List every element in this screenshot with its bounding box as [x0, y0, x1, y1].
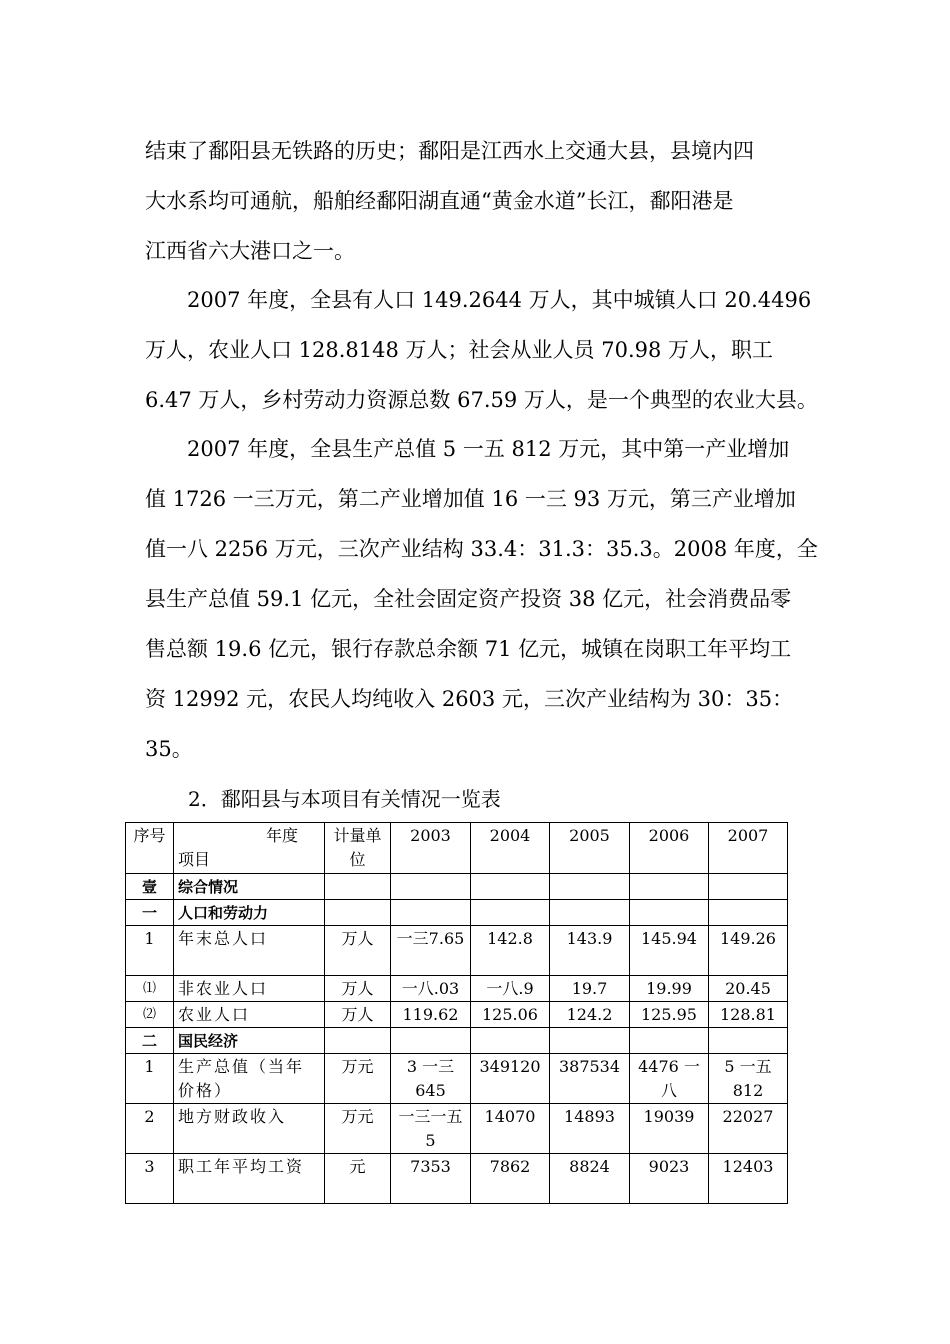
cell-unit: [325, 874, 391, 900]
cell-value: 一三一五 5: [391, 1104, 471, 1154]
cell-item: 农业人口: [174, 1002, 325, 1028]
cell-value: 124.2: [550, 1002, 630, 1028]
cell-value: 5 一五 812: [709, 1054, 788, 1104]
text-line: 值一八 2256 万元，三次产业结构 33.4：31.3：35.3。2008 年度，全: [145, 537, 818, 561]
cell-value: [630, 1028, 709, 1054]
cell-value: 3 一三 645: [391, 1054, 471, 1104]
cell-seq: 1: [126, 1054, 174, 1104]
table-caption: 2．鄱阳县与本项目有关情况一览表: [188, 787, 501, 811]
header-item: [174, 823, 325, 874]
cell-value: [471, 900, 550, 926]
cell-value: 14070: [471, 1104, 550, 1154]
cell-value: 一八.9: [471, 976, 550, 1002]
cell-unit: 万元: [325, 1104, 391, 1154]
cell-value: 19.99: [630, 976, 709, 1002]
header-year: 2007: [709, 823, 788, 874]
cell-value: [709, 874, 788, 900]
text-line: 县生产总值 59.1 亿元，全社会固定资产投资 38 亿元，社会消费品零: [145, 587, 792, 611]
cell-value: 128.81: [709, 1002, 788, 1028]
cell-value: 19039: [630, 1104, 709, 1154]
cell-value: 4476 一八: [630, 1054, 709, 1104]
table-section-row: [126, 900, 788, 926]
text-line: 万人，农业人口 128.8148 万人；社会从业人员 70.98 万人，职工: [145, 338, 774, 362]
cell-item: 综合情况: [174, 874, 325, 900]
cell-item: 国民经济: [174, 1028, 325, 1054]
cell-value: 125.95: [630, 1002, 709, 1028]
cell-value: 14893: [550, 1104, 630, 1154]
header-item-label: 项目: [178, 850, 211, 869]
cell-seq: ⑴: [126, 976, 174, 1002]
cell-unit: 万元: [325, 1054, 391, 1104]
cell-value: 12403: [709, 1154, 788, 1204]
header-year: 2004: [471, 823, 550, 874]
cell-value: 145.94: [630, 926, 709, 976]
table-row: [126, 926, 788, 976]
cell-seq: 二: [126, 1028, 174, 1054]
cell-item: 人口和劳动力: [174, 900, 325, 926]
text-line: 江西省六大港口之一。: [145, 239, 355, 263]
paragraph-transport: [145, 126, 810, 276]
table-row: [126, 1054, 788, 1104]
cell-item: 地方财政收入: [174, 1104, 325, 1154]
cell-value: [471, 874, 550, 900]
cell-value: 7353: [391, 1154, 471, 1204]
header-year-label: 年度: [265, 826, 298, 845]
cell-value: 119.62: [391, 1002, 471, 1028]
cell-item: 生产总值（当年价格）: [174, 1054, 325, 1104]
header-seq: 序号: [126, 823, 174, 874]
cell-value: 20.45: [709, 976, 788, 1002]
cell-unit: [325, 900, 391, 926]
cell-unit: 万人: [325, 976, 391, 1002]
paragraph-economy: [145, 424, 818, 774]
paragraph-population: [145, 275, 818, 425]
header-year: 2005: [550, 823, 630, 874]
table-section-row: [126, 874, 788, 900]
cell-value: 149.26: [709, 926, 788, 976]
table-row: [126, 976, 788, 1002]
cell-seq: 一: [126, 900, 174, 926]
text-line: 大水系均可通航，船舶经鄱阳湖直通“黄金水道”长江，鄱阳港是: [145, 189, 734, 213]
cell-value: [630, 874, 709, 900]
text-line: 结束了鄱阳县无铁路的历史；鄱阳是江西水上交通大县，县境内四: [145, 139, 754, 163]
header-year: 2003: [391, 823, 471, 874]
text-line: 2007 年度，全县有人口 149.2644 万人，其中城镇人口 20.4496: [145, 288, 812, 312]
cell-value: 22027: [709, 1104, 788, 1154]
cell-unit: 万人: [325, 926, 391, 976]
table-section-row: [126, 1028, 788, 1054]
cell-value: [391, 874, 471, 900]
text-line: 资 12992 元，农民人均纯收入 2603 元，三次产业结构为 30：35：: [145, 687, 794, 711]
cell-value: 9023: [630, 1154, 709, 1204]
cell-unit: 元: [325, 1154, 391, 1204]
cell-value: [550, 874, 630, 900]
cell-value: [391, 900, 471, 926]
county-statistics-table: [125, 822, 788, 1204]
table-row: [126, 1104, 788, 1154]
cell-value: [630, 900, 709, 926]
text-line: 6.47 万人，乡村劳动力资源总数 67.59 万人，是一个典型的农业大县。: [145, 388, 818, 412]
cell-unit: 万人: [325, 1002, 391, 1028]
cell-value: [391, 1028, 471, 1054]
cell-seq: 2: [126, 1104, 174, 1154]
cell-item: 非农业人口: [174, 976, 325, 1002]
cell-value: [709, 1028, 788, 1054]
text-line: 售总额 19.6 亿元，银行存款总余额 71 亿元，城镇在岗职工年平均工: [145, 637, 792, 661]
header-year: 2006: [630, 823, 709, 874]
cell-value: 143.9: [550, 926, 630, 976]
cell-value: 387534: [550, 1054, 630, 1104]
cell-seq: ⑵: [126, 1002, 174, 1028]
cell-seq: 壹: [126, 874, 174, 900]
cell-value: 125.06: [471, 1002, 550, 1028]
cell-value: 一八.03: [391, 976, 471, 1002]
table-row: [126, 1002, 788, 1028]
cell-value: 349120: [471, 1054, 550, 1104]
cell-value: [709, 900, 788, 926]
text-line: 2007 年度，全县生产总值 5 一五 812 万元，其中第一产业增加: [145, 437, 790, 461]
text-line: 值 1726 一三万元，第二产业增加值 16 一三 93 万元，第三产业增加: [145, 487, 796, 511]
cell-seq: 1: [126, 926, 174, 976]
cell-value: [471, 1028, 550, 1054]
cell-item: 职工年平均工资: [174, 1154, 325, 1204]
cell-value: 19.7: [550, 976, 630, 1002]
text-line: 35。: [145, 737, 193, 761]
cell-value: 7862: [471, 1154, 550, 1204]
cell-item: 年末总人口: [174, 926, 325, 976]
cell-unit: [325, 1028, 391, 1054]
table-header-row: [126, 823, 788, 874]
cell-value: 一三7.65: [391, 926, 471, 976]
cell-value: [550, 1028, 630, 1054]
cell-value: 8824: [550, 1154, 630, 1204]
cell-value: 142.8: [471, 926, 550, 976]
cell-seq: 3: [126, 1154, 174, 1204]
header-unit: 计量单位: [325, 823, 391, 874]
table-row: [126, 1154, 788, 1204]
cell-value: [550, 900, 630, 926]
